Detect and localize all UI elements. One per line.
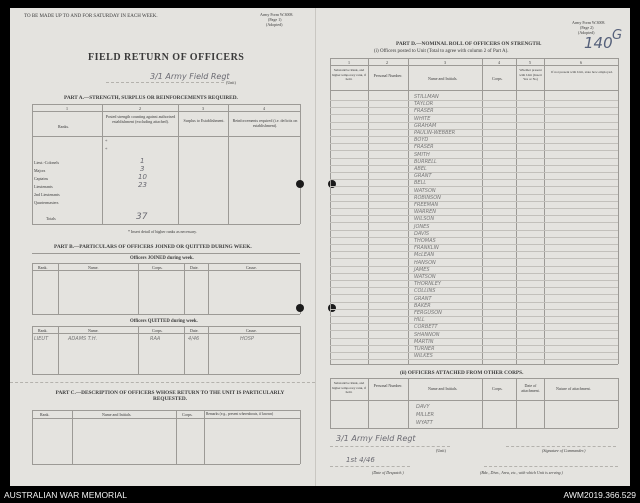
header-posted: Posted strength counting against authorised establishment (excluding attached). xyxy=(105,114,176,124)
roll-row-line xyxy=(330,244,618,245)
roll-name: WATSON xyxy=(414,274,436,280)
quitted-rank: LIEUT xyxy=(34,336,49,342)
attached-header: Substantive Rank, and higher temporary rank, if held. xyxy=(331,381,367,394)
roll-name: WATSON xyxy=(414,187,436,194)
roll-name: JAMES xyxy=(414,266,430,273)
part-c-header: Remarks (e.g., present whereabouts, if known) xyxy=(206,412,274,416)
roll-row-line xyxy=(330,251,618,252)
roll-name: FREEMAN xyxy=(414,202,439,208)
right-page xyxy=(316,8,630,486)
part-d-title: PART D.—NOMINAL ROLL OF OFFICERS ON STRENGTH. xyxy=(396,41,542,47)
roll-name: WILKES xyxy=(414,353,433,360)
roll-row-line xyxy=(330,136,618,137)
punch-hole xyxy=(296,180,304,188)
roll-name: DAVIS xyxy=(414,230,430,237)
quitted-header: Cause. xyxy=(246,328,257,333)
handwritten-letter: G xyxy=(612,28,623,43)
roll-name: MARTIN xyxy=(414,338,434,345)
roll-name: COLLINS xyxy=(414,288,436,295)
part-d-subtitle: (i) Officers posted to Unit (Total to agree with column 2 of Part A). xyxy=(374,49,509,54)
roll-row-line xyxy=(330,316,618,317)
form-adopted-right: (Adopted) xyxy=(578,30,595,35)
attached-header: Corps. xyxy=(492,386,503,391)
roll-name: WILSON xyxy=(414,216,435,223)
roll-name: BELL xyxy=(414,180,427,187)
part-a-footnote: * Insert detail of higher ranks as necessary. xyxy=(128,229,197,234)
form-ref-right: Army Form W.3008. xyxy=(572,20,606,25)
roll-name: BAKER xyxy=(414,302,431,309)
roll-row-line xyxy=(330,323,618,324)
roll-name: CORBETT xyxy=(414,324,438,331)
col-number: 1 xyxy=(66,106,68,111)
form-title: FIELD RETURN OF OFFICERS xyxy=(88,52,245,63)
roll-row-line xyxy=(330,352,618,353)
date-label: (Date of Despatch.) xyxy=(372,470,404,475)
form-page: (Page 1) xyxy=(268,17,282,22)
roll-name: WARREN xyxy=(414,209,436,216)
roll-name: FRASER xyxy=(414,144,434,151)
joined-header: Rank. xyxy=(38,265,48,270)
roll-name: FRANKLIN xyxy=(414,245,439,252)
col-number: 5 xyxy=(529,60,531,65)
rank-row: Lieutenants xyxy=(34,184,53,189)
left-page: TO BE MADE UP TO AND FOR SATURDAY IN EACH WEEK. Army Form W.3008. (Page 1) (Adopted) FIELD RETURN OF OFFICERS 3/1 Army Field Regt (Unit) PART A.—STRENGTH, SURPLUS OR REINFORCEMENTS REQUIRED. 1 2 3 4 Ranks. Posted strength counting against authorised establishment (excluding attached). Surplus to Establishment. Reinforcements required (i.e. deficits on establishment). Lieut.-Colonels Majors Captains Lieutenants 2nd Lieutenants Quartermasters Totals * * 1 3 10 23 37 * Insert detail of higher ranks as necessary. PART B.—PARTICULARS OF OFFICERS JOINED OR QUITTED DURING WEEK. Officers JOINED during week. Rank. Name. Corps. Date. Cause. Officers QUITTED during week. Rank. Name. Corps. Date. Cause. LIEUT ADAMS T.H. RAA 4/46 HOSP PART C.—DESCRIPTION OF OFFICERS WHOSE RETURN TO THE UNIT IS PARTICULARLY REQUESTED. Rank. Name and Initials. Corps. Remarks (e.g., present whereabouts, if known) xyxy=(10,8,316,486)
attached-header: Personal Number. xyxy=(373,383,403,388)
roll-row-line xyxy=(330,287,618,288)
value-totals: 37 xyxy=(136,212,148,222)
roll-row-line xyxy=(330,158,618,159)
attached-name: WYATT xyxy=(416,420,433,426)
roll-row-line xyxy=(330,280,618,281)
roll-row-line xyxy=(330,194,618,195)
attached-title: (ii) OFFICERS ATTACHED FROM OTHER CORPS. xyxy=(400,370,524,376)
roll-row-line xyxy=(330,294,618,295)
roll-name: PAULIN-WEBBER xyxy=(414,130,456,136)
part-c-header: Rank. xyxy=(40,412,50,417)
roll-row-line xyxy=(330,215,618,216)
roll-row-line xyxy=(330,309,618,310)
roll-row-line xyxy=(330,359,618,360)
roll-row-line xyxy=(330,230,618,231)
roll-name: FERGUSON xyxy=(414,310,442,316)
rank-row: Quartermasters xyxy=(34,200,59,205)
roll-row-line xyxy=(330,129,618,130)
rank-row: Captains xyxy=(34,176,48,181)
col-number: 6 xyxy=(580,60,582,65)
quitted-name: ADAMS T.H. xyxy=(68,336,98,342)
quitted-title: Officers QUITTED during week. xyxy=(130,319,198,324)
header-surplus: Surplus to Establishment. xyxy=(183,118,225,123)
signature-label: (Signature of Commander.) xyxy=(542,448,586,453)
header-reinforcements: Reinforcements required (i.e. deficits on establishment). xyxy=(232,118,298,128)
roll-row-line xyxy=(330,186,618,187)
part-c-header: Corps. xyxy=(182,412,193,417)
roll-name: GRANT xyxy=(414,295,432,302)
date-handwritten: 1st 4/46 xyxy=(346,456,375,464)
part-c-title: PART C.—DESCRIPTION OF OFFICERS WHOSE RETURN TO THE UNIT IS PARTICULARLY REQUESTED. xyxy=(55,390,285,402)
roll-row-line xyxy=(330,338,618,339)
roll-row-line xyxy=(330,237,618,238)
value-lieutenants: 23 xyxy=(138,181,147,189)
joined-header: Date. xyxy=(190,265,199,270)
roll-name: ABEL xyxy=(414,166,427,172)
roll-name: TURNER xyxy=(414,346,435,352)
roll-row-line xyxy=(330,107,618,108)
col-number: 2 xyxy=(139,106,141,111)
attached-name: DAVY xyxy=(416,404,430,410)
roll-row-line xyxy=(330,150,618,151)
attached-name: MILLER xyxy=(416,412,434,418)
form-adopted: (Adopted) xyxy=(266,22,283,27)
roll-name: TAYLOR xyxy=(414,101,434,108)
roll-row-line xyxy=(330,208,618,209)
top-note: TO BE MADE UP TO AND FOR SATURDAY IN EACH WEEK. xyxy=(24,14,158,19)
roll-name: BOYD xyxy=(414,137,429,144)
roll-row-line xyxy=(330,122,618,123)
roll-name: BURRELL xyxy=(414,158,437,165)
unit-handwritten-right: 3/1 Army Field Regt xyxy=(336,434,416,443)
attached-header: Name and Initials. xyxy=(428,386,458,391)
footer-accession: AWM2019.366.529 xyxy=(563,490,636,500)
col-number: 1 xyxy=(348,60,350,65)
unit-label: (Unit) xyxy=(226,80,236,85)
attached-header: Nature of attachment. xyxy=(556,386,591,391)
handwritten-number: 140 xyxy=(584,34,613,52)
roll-name: HILL xyxy=(414,317,425,324)
roll-row-line xyxy=(330,302,618,303)
roll-row-line xyxy=(330,165,618,166)
joined-header: Name. xyxy=(88,265,99,270)
roll-name: GRANT xyxy=(414,173,432,180)
quitted-header: Rank. xyxy=(38,328,48,333)
roll-name: SHANNON xyxy=(414,331,440,338)
roll-row-line xyxy=(330,266,618,267)
roll-header: Substantive Rank, and higher temporary rank, if held. xyxy=(331,68,367,81)
roll-name: McLEAN xyxy=(414,252,435,259)
col-number: 4 xyxy=(263,106,265,111)
joined-header: Corps. xyxy=(152,265,163,270)
roll-header: Corps. xyxy=(492,76,503,81)
part-b-title: PART B.—PARTICULARS OF OFFICERS JOINED OR QUITTED DURING WEEK. xyxy=(54,244,252,250)
roll-row-line xyxy=(330,179,618,180)
roll-row-line xyxy=(330,345,618,346)
roll-name: GRAHAM xyxy=(414,122,437,129)
roll-row-line xyxy=(330,201,618,202)
document-sheet xyxy=(10,8,630,486)
roll-row-line xyxy=(330,222,618,223)
roll-header: Whether present with Unit (Insert Yes or No) xyxy=(519,68,542,81)
roll-header: If not present with Unit, state how employed. xyxy=(551,70,613,74)
attached-header: Date of attachment. xyxy=(521,383,540,393)
quitted-header: Name. xyxy=(88,328,99,333)
rank-row: 2nd Lieutenants xyxy=(34,192,60,197)
roll-name: FRASER xyxy=(414,108,434,115)
value-lt-col: 1 xyxy=(140,157,145,165)
part-c-header: Name and Initials. xyxy=(102,412,132,417)
footer-institution: AUSTRALIAN WAR MEMORIAL xyxy=(4,490,127,500)
roll-row-line xyxy=(330,172,618,173)
rank-row: Majors xyxy=(34,168,46,173)
roll-name: STILLMAN xyxy=(414,94,439,100)
roll-row-line xyxy=(330,100,618,101)
quitted-cause: HOSP xyxy=(240,336,254,342)
quitted-date: 4/46 xyxy=(188,336,200,342)
value-captains: 10 xyxy=(138,173,147,181)
roll-header: Name and Initials. xyxy=(428,76,458,81)
quitted-corps: RAA xyxy=(150,336,161,342)
roll-name: THOMAS xyxy=(414,238,436,244)
roll-name: HANSON xyxy=(414,259,436,266)
col-number: 3 xyxy=(444,60,446,65)
form-ref: Army Form W.3008. xyxy=(260,12,294,17)
quitted-header: Corps. xyxy=(152,328,163,333)
roll-name: ROBINSON xyxy=(414,194,441,201)
roll-row-line xyxy=(330,143,618,144)
col-number: 2 xyxy=(386,60,388,65)
roll-header: Personal Number. xyxy=(373,73,403,78)
unit-label-right: (Unit) xyxy=(436,448,446,453)
unit-handwritten: 3/1 Army Field Regt xyxy=(150,72,230,81)
roll-row-line xyxy=(330,330,618,331)
roll-row-line xyxy=(330,258,618,259)
col-number: 3 xyxy=(202,106,204,111)
roll-name: THORNLEY xyxy=(414,281,441,288)
location-label: (Bde., Divn., Area, etc., with which Unit is serving.) xyxy=(480,470,563,475)
form-page-right: (Page 2) xyxy=(580,25,594,30)
totals-label: Totals xyxy=(46,216,56,221)
punch-hole xyxy=(296,304,304,312)
part-a-title: PART A.—STRENGTH, SURPLUS OR REINFORCEMENTS REQUIRED. xyxy=(64,95,238,101)
col-number: 4 xyxy=(498,60,500,65)
roll-name: JONES xyxy=(414,223,430,230)
joined-title: Officers JOINED during week. xyxy=(130,256,194,261)
footer-bar xyxy=(0,486,640,503)
roll-name: SMITH xyxy=(414,151,430,158)
joined-header: Cause. xyxy=(246,265,257,270)
value-majors: 3 xyxy=(140,165,145,173)
roll-row-line xyxy=(330,273,618,274)
rank-row: Lieut.-Colonels xyxy=(34,160,59,165)
roll-row-line xyxy=(330,114,618,115)
header-ranks: Ranks. xyxy=(58,124,69,129)
quitted-header: Date. xyxy=(190,328,199,333)
roll-name: WHITE xyxy=(414,115,431,122)
